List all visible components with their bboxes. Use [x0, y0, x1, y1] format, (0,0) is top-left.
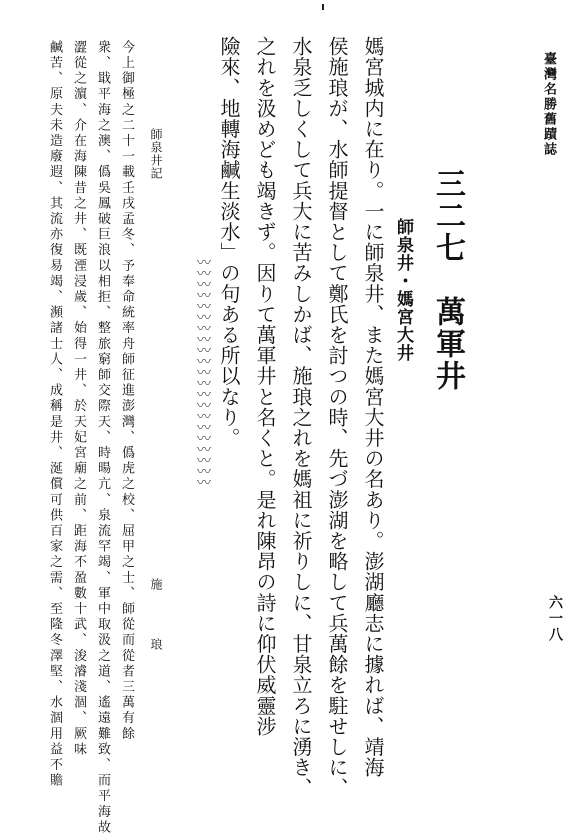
body-line: 險來、地轉海鹹生淡水」の句ある所以なり。 [217, 36, 241, 448]
citation-title: 師泉井記 [149, 128, 163, 180]
section-subtitle: 師泉井・媽宮大井 [393, 218, 413, 362]
scan-mark [322, 4, 324, 10]
wavy-divider: 〰〰〰〰〰〰〰〰〰〰〰〰〰〰〰〰〰〰〰〰〰 [195, 255, 211, 486]
running-header: 臺灣名勝舊蹟誌 [541, 52, 556, 157]
kanbun-line: 衆、戢平海之澳、僞吳鳳破巨浪以相拒、整旅窮師交際天、時暘亢、泉流罕竭、軍中取汲之道、遙遠難致、而平海故 [95, 40, 110, 836]
body-line: 媽宮城内に在り。一に師泉井、また媽宮大井の名あり。澎湖廳志に據れば、靖海 [361, 36, 385, 778]
kanbun-line: 今上御極之二十一載壬戌孟冬、予奉命統率舟師征進澎灣、僞虎之校、屈甲之士、師從而從者三萬有餘 [119, 40, 134, 742]
section-title: 三二七 萬軍井 [430, 168, 465, 392]
page-number: 六一八 [547, 595, 563, 643]
kanbun-line: 鹹苦、原夫未造廢遐、其流亦復易竭、瀕諸士人、成稱是井、涎償可供百家之需、至隆冬澤堅、水涸用益不贍 [47, 40, 62, 789]
kanbun-line: 澀從之濵、介在海陳昔之井、既湮浸歲、始得一井、於天妃宮廟之前、距海不盈數十武、浚濬淺涸、厥味 [71, 40, 86, 758]
citation-author: 施 琅 [149, 578, 163, 668]
body-line: 侯施琅が、水師提督として鄭氏を討つの時、先づ澎湖を略して兵萬餘を駐せしに、 [325, 36, 349, 799]
body-line: 之れを汲めども竭きず。因りて萬軍井と名くと。是れ陳昂の詩に仰伏威靈涉 [253, 36, 277, 737]
body-line: 水泉乏しくして兵大に苦みしかば、施琅之れを媽祖に祈りしに、甘泉立ろに湧き、 [289, 36, 313, 799]
